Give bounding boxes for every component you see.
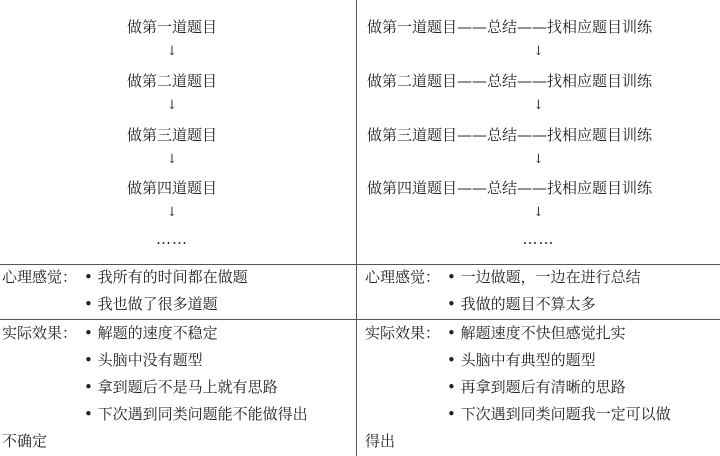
right-effect-item: • 解题速度不快但感觉扎实 (447, 324, 626, 342)
right-effect-item: • 头脑中有典型的题型 (447, 351, 596, 369)
right-feeling (365, 264, 720, 319)
right-step-3: 做第三道题目——总结——找相应题目训练 (367, 126, 653, 144)
right-effect-wrap: 得出 (365, 432, 396, 450)
left-effect-item: • 下次遇到同类问题能不能做得出 (84, 405, 308, 423)
left-step-1: 做第一道题目 (126, 18, 217, 36)
left-step-2: 做第二道题目 (126, 72, 217, 90)
right-ellipsis: …… (522, 230, 555, 248)
right-step-1: 做第一道题目——总结——找相应题目训练 (367, 18, 653, 36)
left-feeling (2, 264, 356, 319)
right-effect (365, 320, 720, 456)
arrow-down-icon: ↓ (166, 98, 178, 113)
center-divider (356, 0, 357, 456)
right-effect-item: • 下次遇到同类问题我一定可以做 (447, 405, 671, 423)
right-step-2: 做第二道题目——总结——找相应题目训练 (367, 72, 653, 90)
right-feeling-item: • 我做的题目不算太多 (447, 295, 596, 313)
arrow-down-icon: ↓ (533, 98, 544, 113)
left-effect-wrap: 不确定 (2, 432, 48, 450)
right-step-4: 做第四道题目——总结——找相应题目训练 (367, 179, 653, 197)
arrow-down-icon: ↓ (533, 152, 544, 167)
arrow-down-icon: ↓ (166, 205, 178, 220)
left-feeling-item: • 我所有的时间都在做题 (84, 268, 248, 286)
left-feeling-label: 心理感觉： (2, 268, 78, 286)
right-feeling-item: • 一边做题，一边在进行总结 (447, 268, 641, 286)
left-step-3: 做第三道题目 (126, 126, 217, 144)
arrow-down-icon: ↓ (166, 152, 178, 167)
left-effect-item: • 拿到题后不是马上就有思路 (84, 378, 278, 396)
arrow-down-icon: ↓ (166, 44, 178, 59)
left-ellipsis: …… (156, 230, 188, 248)
arrow-down-icon: ↓ (533, 44, 544, 59)
right-effect-label: 实际效果： (365, 324, 441, 342)
left-feeling-item: • 我也做了很多道题 (84, 295, 218, 313)
left-effect-item: • 头脑中没有题型 (84, 351, 203, 369)
right-feeling-label: 心理感觉： (365, 268, 441, 286)
left-effect (2, 320, 356, 456)
left-effect-item: • 解题的速度不稳定 (84, 324, 218, 342)
left-effect-label: 实际效果： (2, 324, 78, 342)
right-effect-item: • 再拿到题后有清晰的思路 (447, 378, 626, 396)
arrow-down-icon: ↓ (533, 205, 544, 220)
left-step-4: 做第四道题目 (126, 179, 217, 197)
